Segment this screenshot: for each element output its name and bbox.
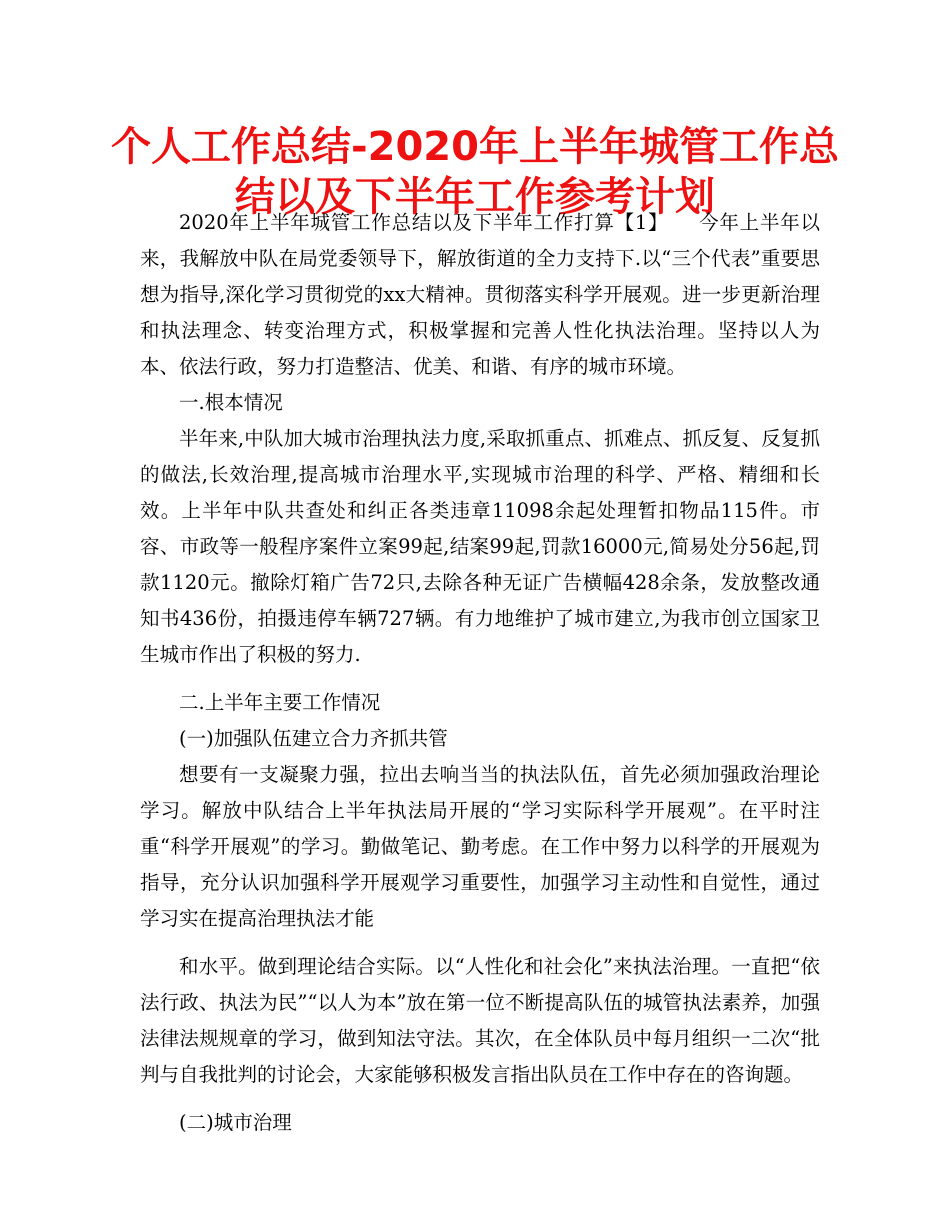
paragraph-gap <box>140 937 820 949</box>
intro-paragraph: 2020年上半年城管工作总结以及下半年工作打算【1】 今年上半年以来，我解放中队在局党委领导下，解放街道的全力支持下.以“三个代表”重要思想为指导,深化学习贯彻党的xx大精神。贯彻落实科学开展观。进一步更新治理和执法理念、转变治理方式，积极掌握和完善人性化执法治理。坚持以人为本、依法行政，努力打造整洁、优美、和谐、有序的城市环境。 <box>140 211 820 378</box>
section-heading-basic-situation: 一.根本情况 <box>179 391 283 414</box>
subsection-heading-team-building: (一)加强队伍建立合力齐抓共管 <box>179 727 448 750</box>
basic-situation-paragraph: 半年来,中队加大城市治理执法力度,采取抓重点、抓难点、抓反复、反复抓的做法,长效治理,提高城市治理水平,实现城市治理的科学、严格、精细和长效。上半年中队共查处和纠正各类违章11098余起处理暂扣物品115件。市容、市政等一般程序案件立案99起,结案99起,罚款16000元,简易处分56起,罚款1120元。撤除灯箱广告72只,去除各种无证广告横幅428余条，发放整改通知书436份，拍摄违停车辆727辆。有力地维护了城市建立,为我市创立国家卫生城市作出了积极的努力. <box>140 427 820 666</box>
paragraph-gap <box>140 1093 820 1105</box>
document-title-line-2: 结以及下半年工作参考计划 <box>235 174 715 220</box>
team-building-paragraph-1: 想要有一支凝聚力强，拉出去响当当的执法队伍，首先必须加强政治理论学习。解放中队结合上半年执法局开展的“学习实际科学开展观”。在平时注重“科学开展观”的学习。勤做笔记、勤考虑。在工作中努力以科学的开展观为指导，充分认识加强科学开展观学习重要性，加强学习主动性和自觉性，通过学习实在提高治理执法才能 <box>140 763 820 930</box>
team-building-paragraph-2: 和水平。做到理论结合实际。以“人性化和社会化”来执法治理。一直把“依法行政、执法为民”“以人为本”放在第一位不断提高队伍的城管执法素养，加强法律法规规章的学习，做到知法守法。其次，在全体队员中每月组织一二次“批判与自我批判的讨论会，大家能够积极发言指出队员在工作中存在的咨询题。 <box>140 955 820 1086</box>
section-heading-main-work: 二.上半年主要工作情况 <box>179 691 381 714</box>
document-title-line-1: 个人工作总结-2020年上半年城管工作总 <box>111 124 839 170</box>
subsection-heading-city-management: (二)城市治理 <box>179 1111 292 1134</box>
document-body <box>140 205 820 1141</box>
paragraph-gap <box>140 673 820 685</box>
